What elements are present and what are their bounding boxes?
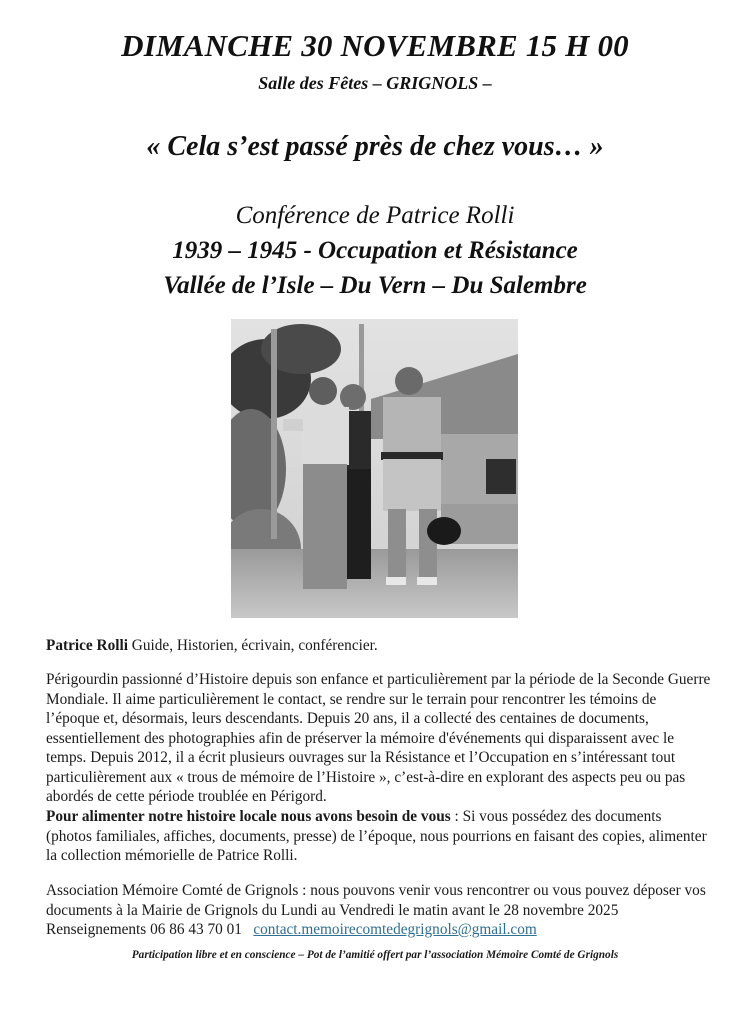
documents-appeal [46,807,711,866]
conference-region: Vallée de l’Isle – Du Vern – Du Salembre [163,272,587,299]
historical-photo [231,319,518,618]
association-text: Association Mémoire Comté de Grignols : nous pouvons venir vous rencontrer ou vous pouvez déposer vos documents à la Mairie de Grignols du Lundi au Vendredi le matin avant le 28 novembre 2025 [46,882,706,919]
event-venue: Salle des Fêtes – GRIGNOLS – [258,73,492,93]
footer-note: Participation libre et en conscience – Pot de l’amitié offert par l’association Mémoire Comté de Grignols [131,949,619,961]
speaker-roles: Guide, Historien, écrivain, conférencier. [127,637,378,654]
association-info [46,881,711,940]
speaker-bio-paragraph: Périgourdin passionné d’Histoire depuis son enfance et particulièrement par la période de la Seconde Guerre Mondiale. Il aime particulièrement le contact, se rendre sur le terrain pour rencontrer les témoins de l’époque et, désormais, leurs descendants. Depuis 20 ans, il a collecté des centaines de documents, essentiellement des photographies afin de préserver la mémoire d'événements qui disparaissent avec le temps. Depuis 2012, il a écrit plusieurs ouvrages sur la Résistance et l’Occupation en s’intéressant tout particulièrement aux « trous de mémoire de l’Histoire », c’est-à-dire en explorant des aspects peu ou pas abordés de cette période troublée en Périgord. [46,671,711,805]
event-title-quote: « Cela s’est passé près de chez vous… » [146,131,604,162]
contact-phone: Renseignements 06 86 43 70 01 [46,921,242,938]
conference-subject: 1939 – 1945 - Occupation et Résistance [172,237,578,264]
appeal-text: : Si vous possédez des documents (photos familiales, affiches, documents, presse) de l’époque, nous pourrions en faisant des copies, alimenter la collection mémorielle de Patrice Rolli. [46,808,707,864]
speaker-bio-intro [46,636,711,656]
appeal-lead: Pour alimenter notre histoire locale nous avons besoin de vous [46,808,451,825]
contact-email-link[interactable]: contact.memoirecomtedegrignols@gmail.com [253,921,537,938]
speaker-name: Patrice Rolli [46,637,128,654]
event-date-headline: DIMANCHE 30 NOVEMBRE 15 H 00 [121,28,629,63]
conference-speaker: Conférence de Patrice Rolli [235,202,515,229]
